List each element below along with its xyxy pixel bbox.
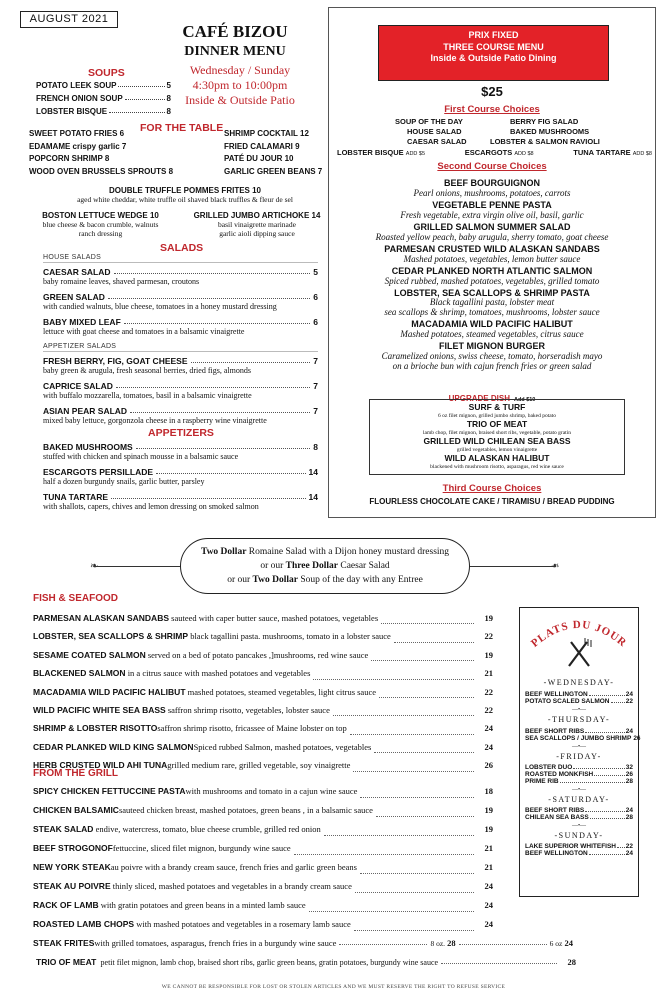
days-text: Wednesday / Sunday bbox=[189, 63, 291, 77]
entree-name: BLACKENED SALMON bbox=[33, 668, 126, 679]
addon-price: ADD $8 bbox=[514, 151, 534, 157]
entree-desc: with mashed potatoes and vegetables in a rosemary lamb sauce bbox=[136, 919, 351, 929]
addon-name: TUNA TARTARE bbox=[573, 148, 631, 157]
entree-desc: with gratin potatoes and green beans in a minted lamb sauce bbox=[100, 900, 306, 910]
soup-price: 5 bbox=[166, 81, 171, 90]
divider-icon: ―•― bbox=[571, 823, 587, 829]
second-course-item bbox=[330, 244, 654, 264]
second-course-item bbox=[330, 266, 654, 286]
first-course-addons bbox=[337, 148, 652, 157]
soup-item bbox=[36, 81, 171, 90]
entree-price: 28 bbox=[567, 957, 576, 967]
entree-price: 24 bbox=[484, 741, 493, 752]
plats-item bbox=[525, 778, 633, 785]
addon-name: ESCARGOTS bbox=[464, 148, 513, 157]
second-course-item bbox=[330, 319, 654, 339]
salad-price: 7 bbox=[313, 406, 318, 416]
entree-desc: in a citrus sauce with mashed potatoes and vegetables bbox=[127, 668, 311, 679]
plats-price: 26 bbox=[625, 771, 633, 778]
appetizer-price: 14 bbox=[308, 492, 318, 502]
table-item: PATÉ DU JOUR 10 bbox=[224, 154, 294, 163]
entree-row bbox=[33, 683, 493, 701]
promo-text: or our bbox=[227, 575, 253, 585]
first-course-heading: First Course Choices bbox=[444, 104, 540, 115]
second-course-desc: sea scallops & shrimp, tomatoes, mushrooms, lobster sauce bbox=[384, 307, 600, 317]
appetizer-name: BAKED MUSHROOMS bbox=[43, 442, 133, 452]
plats-name: BEEF SHORT RIBS bbox=[525, 728, 585, 735]
plats-name: PRIME RIB bbox=[525, 778, 559, 785]
upgrade-list bbox=[370, 403, 624, 471]
entree-row bbox=[33, 896, 493, 915]
entree-price: 21 bbox=[484, 843, 493, 853]
promo-text: Soup of the day with any Entree bbox=[298, 575, 423, 585]
soup-name: POTATO LEEK SOUP bbox=[36, 81, 117, 90]
second-course-name: CEDAR PLANKED NORTH ATLANTIC SALMON bbox=[391, 266, 593, 276]
appetizer-salads-label: APPETIZER SALADS bbox=[43, 343, 318, 352]
entree-row bbox=[33, 627, 493, 645]
banner-rule-right bbox=[467, 566, 555, 567]
first-course-item: SOUP OF THE DAY bbox=[395, 117, 463, 126]
appetizer-desc: with shallots, capers, chives and lemon dressing on smoked salmon bbox=[43, 502, 259, 511]
plats-heading: PLATS DU JOUR bbox=[528, 618, 629, 650]
upgrade-desc: 6 oz filet mignon, grilled jumbo shrimp, baked potato bbox=[438, 412, 556, 419]
truffle-desc: aged white cheddar, white truffle oil shaved black truffles & fleur de sel bbox=[77, 195, 293, 204]
entree-name: SPICY CHICKEN FETTUCCINE PASTA bbox=[33, 786, 186, 796]
ornament-left-icon: ❧ bbox=[90, 561, 99, 572]
prix-banner-line: PRIX FIXED bbox=[468, 30, 519, 40]
entree-price: 24 bbox=[564, 938, 573, 948]
salad-item bbox=[43, 317, 318, 336]
appetizer-desc: stuffed with chicken and spinach mousse in a balsamic sauce bbox=[43, 452, 239, 461]
entree-price: 19 bbox=[484, 613, 493, 623]
promo-line bbox=[181, 573, 469, 587]
promo-line bbox=[181, 559, 469, 573]
plats-item bbox=[525, 764, 633, 771]
entree-row bbox=[33, 701, 493, 719]
grill-heading: FROM THE GRILL bbox=[33, 768, 118, 779]
salad-desc: baby romaine leaves, shaved parmesan, croutons bbox=[43, 277, 200, 286]
salads-heading: SALADS bbox=[160, 242, 204, 254]
second-course-desc: Roasted yellow peach, baby arugula, sherry tomato, goat cheese bbox=[375, 232, 609, 242]
second-course-item bbox=[330, 341, 654, 371]
second-course-name: GRILLED SALMON SUMMER SALAD bbox=[413, 222, 571, 232]
third-course-heading: Third Course Choices bbox=[442, 483, 542, 494]
promo-text: Caesar Salad bbox=[337, 561, 390, 571]
addon-item bbox=[573, 148, 652, 157]
salad-item bbox=[43, 292, 318, 311]
entree-row bbox=[33, 858, 493, 877]
second-course-desc: Spiced rubbed, mashed potatoes, vegetables, grilled tomato bbox=[384, 276, 600, 286]
salad-item bbox=[43, 356, 318, 375]
plats-name: POTATO SCALED SALMON bbox=[525, 698, 610, 705]
plats-price: 24 bbox=[625, 807, 633, 814]
plats-price: 28 bbox=[625, 814, 633, 821]
first-course-item: BAKED MUSHROOMS bbox=[510, 127, 590, 136]
plats-item bbox=[525, 850, 633, 857]
plats-item bbox=[525, 843, 633, 850]
upgrade-desc: blackened with mushroom risotto, asparagus, red wine sauce bbox=[430, 463, 564, 470]
appetizer-name: TUNA TARTARE bbox=[43, 492, 108, 502]
entree-size: 6 oz bbox=[549, 939, 563, 948]
grilled-artichoke bbox=[192, 211, 322, 238]
entree-desc: thinly sliced, mashed potatoes and vegetables in a brandy cream sauce bbox=[112, 881, 352, 891]
entree-price: 24 bbox=[484, 900, 493, 910]
plats-name: BEEF WELLINGTON bbox=[525, 850, 588, 857]
artichoke-name: GRILLED JUMBO ARTICHOKE 14 bbox=[193, 211, 321, 220]
entree-desc: saffron shrimp risotto, fricassee of Maine lobster on top bbox=[157, 723, 347, 734]
prix-price: $25 bbox=[481, 84, 503, 99]
entree-desc: with mushrooms and tomato in a cajun wine sauce bbox=[185, 786, 358, 796]
second-course-item bbox=[330, 178, 654, 198]
salad-desc: mixed baby lettuce, gorgonzola cheese in a raspberry wine vinaigrette bbox=[43, 416, 267, 425]
addon-item bbox=[337, 148, 425, 157]
soups-list bbox=[36, 81, 171, 116]
lettuce-wedge bbox=[28, 211, 173, 238]
salad-item bbox=[43, 267, 318, 286]
second-course-desc: Caramelized onions, swiss cheese, tomato, horseradish mayo bbox=[381, 351, 603, 361]
entree-row bbox=[33, 664, 493, 682]
table-item: EDAMAME crispy garlic 7 bbox=[29, 141, 127, 151]
salad-price: 5 bbox=[313, 267, 318, 277]
promo-text: Romaine Salad with a Dijon honey mustard dressing bbox=[246, 547, 450, 557]
entree-price: 24 bbox=[484, 881, 493, 891]
fish-heading: FISH & SEAFOOD bbox=[33, 593, 119, 604]
entree-desc: black tagallini pasta. mushrooms, tomato in a lobster sauce bbox=[190, 631, 391, 642]
salad-item bbox=[43, 381, 318, 400]
promo-banner bbox=[180, 538, 470, 594]
table-item: POPCORN SHRIMP 8 bbox=[29, 154, 110, 163]
plats-name: BEEF SHORT RIBS bbox=[525, 807, 585, 814]
hours-block bbox=[180, 63, 300, 108]
promo-line bbox=[181, 545, 469, 559]
fork-knife-icon bbox=[563, 636, 595, 670]
second-course-desc: on a brioche bun with cajun french fries or green salad bbox=[392, 361, 592, 371]
upgrade-name: TRIO OF MEAT bbox=[466, 419, 528, 429]
footer-disclaimer: WE CANNOT BE RESPONSIBLE FOR LOST OR STOLEN ARTICLES AND WE MUST RESERVE THE RIGHT TO REFUSE SERVICE bbox=[161, 984, 506, 990]
salad-name: FRESH BERRY, FIG, GOAT CHEESE bbox=[43, 356, 188, 366]
entree-name: NEW YORK STEAK bbox=[33, 862, 111, 872]
salad-name: ASIAN PEAR SALAD bbox=[43, 406, 128, 416]
appetizer-item bbox=[43, 467, 318, 486]
second-course-name: FILET MIGNON BURGER bbox=[439, 341, 545, 351]
entree-desc: Spiced rubbed Salmon, mashed potatoes, vegetables bbox=[193, 741, 372, 752]
plats-day: -SATURDAY- bbox=[548, 795, 610, 804]
upgrade-name: SURF & TURF bbox=[468, 402, 526, 412]
entree-desc: saffron shrimp risotto, vegetables, lobster sauce bbox=[167, 705, 330, 716]
entree-desc: petit filet mignon, lamb chop, braised short ribs, garlic green beans, gratin potatoes, burgundy wine sauce bbox=[100, 958, 439, 967]
second-course-desc: Fresh vegetable, extra virgin olive oil, basil, garlic bbox=[400, 210, 584, 220]
promo-emph: Two Dollar bbox=[200, 547, 247, 557]
entree-price: 18 bbox=[484, 786, 493, 796]
entree-name: STEAK SALAD bbox=[33, 824, 94, 834]
for-table-heading: FOR THE TABLE bbox=[140, 122, 224, 134]
entree-name: PARMESAN ALASKAN SANDABS bbox=[33, 613, 170, 623]
entree-desc: sauteed with caper butter sauce, mashed potatoes, vegetables bbox=[171, 613, 379, 623]
second-course-name: MACADAMIA WILD PACIFIC HALIBUT bbox=[411, 319, 573, 329]
wedge-desc: blue cheese & bacon crumble, walnuts bbox=[42, 220, 159, 229]
appetizer-item bbox=[43, 492, 318, 511]
restaurant-title: CAFÉ BIZOU bbox=[182, 22, 288, 41]
plats-day: -FRIDAY- bbox=[556, 752, 602, 761]
entree-price: 19 bbox=[484, 824, 493, 834]
second-course-name: VEGETABLE PENNE PASTA bbox=[432, 200, 552, 210]
soup-price: 8 bbox=[166, 107, 171, 116]
second-course-name: PARMESAN CRUSTED WILD ALASKAN SANDABS bbox=[384, 244, 600, 254]
plats-day: -WEDNESDAY- bbox=[543, 678, 615, 687]
second-course-desc: Mashed potatoes, vegetables, lemon butter sauce bbox=[403, 254, 581, 264]
entree-desc: mashed potatoes, steamed vegetables, light citrus sauce bbox=[187, 686, 376, 697]
plats-item bbox=[525, 691, 633, 698]
plats-price: 32 bbox=[625, 764, 633, 771]
appetizers-block bbox=[43, 442, 318, 511]
entree-row bbox=[33, 877, 493, 896]
table-item: FRIED CALAMARI 9 bbox=[224, 141, 300, 151]
salad-price: 6 bbox=[313, 292, 318, 302]
second-course-name: BEEF BOURGUIGNON bbox=[443, 178, 540, 188]
salad-desc: with buffalo mozzarella, tomatoes, basil in a balsamic vinaigrette bbox=[43, 391, 252, 400]
entree-name: ROASTED LAMB CHOPS bbox=[33, 919, 135, 929]
plats-item bbox=[525, 807, 633, 814]
salad-name: CAPRICE SALAD bbox=[43, 381, 113, 391]
entree-row bbox=[33, 801, 493, 820]
appetizer-item bbox=[43, 442, 318, 461]
addon-price: ADD $5 bbox=[405, 151, 426, 157]
entree-desc: au poivre with a brandy cream sauce, french fries and garlic green beans bbox=[110, 862, 357, 872]
entree-name: WILD PACIFIC WHITE SEA BASS bbox=[33, 705, 166, 716]
table-item: SHRIMP COCKTAIL 12 bbox=[224, 129, 309, 138]
entree-desc: endive, watercress, tomato, blue cheese crumble, grilled red onion bbox=[95, 824, 321, 834]
addon-name: LOBSTER BISQUE bbox=[337, 148, 404, 157]
entree-row bbox=[33, 719, 493, 737]
salad-name: GREEN SALAD bbox=[43, 292, 105, 302]
second-course-list bbox=[330, 178, 654, 371]
second-course-item bbox=[330, 288, 654, 317]
plats-item bbox=[525, 728, 633, 735]
entree-price: 19 bbox=[484, 805, 493, 815]
for-table-left bbox=[29, 128, 173, 178]
addon-item bbox=[465, 148, 534, 157]
plats-item bbox=[525, 814, 633, 821]
menu-title: DINNER MENU bbox=[184, 44, 286, 59]
promo-emph: Two Dollar bbox=[252, 575, 298, 585]
entree-price: 26 bbox=[484, 760, 493, 771]
soup-price: 8 bbox=[166, 94, 171, 103]
plats-item bbox=[525, 771, 633, 778]
upgrade-label: UPGRADE DISH bbox=[448, 394, 510, 403]
entree-row bbox=[33, 646, 493, 664]
entree-desc: served on a bed of potato pancakes ,]mushrooms, red wine sauce bbox=[147, 649, 369, 660]
plats-price: 26 bbox=[633, 735, 641, 742]
appetizer-name: ESCARGOTS PERSILLADE bbox=[43, 467, 154, 477]
plats-list bbox=[525, 678, 641, 857]
entree-price: 22 bbox=[484, 705, 493, 716]
for-table-right bbox=[224, 128, 322, 178]
wedge-desc: ranch dressing bbox=[78, 229, 123, 238]
truffle-name: DOUBLE TRUFFLE POMMES FRITES 10 bbox=[108, 186, 261, 195]
table-item: GARLIC GREEN BEANS 7 bbox=[224, 166, 323, 176]
entree-name: BEEF STROGONOF bbox=[33, 843, 113, 853]
seating-text: Inside & Outside Patio bbox=[185, 93, 295, 107]
entree-name: STEAK FRITES bbox=[33, 938, 95, 948]
truffle-fries bbox=[60, 186, 310, 204]
first-course-item: CAESAR SALAD bbox=[407, 137, 467, 146]
appetizer-price: 14 bbox=[308, 467, 318, 477]
plats-name: CHILEAN SEA BASS bbox=[525, 814, 589, 821]
plats-price: 22 bbox=[625, 698, 633, 705]
fish-list bbox=[33, 609, 493, 775]
plats-price: 24 bbox=[625, 850, 633, 857]
ornament-right-icon: ❧ bbox=[551, 561, 560, 572]
artichoke-desc: garlic aioli dipping sauce bbox=[219, 229, 295, 238]
appetizer-desc: half a dozen burgundy snails, garlic butter, parsley bbox=[43, 477, 205, 486]
entree-price: 24 bbox=[484, 919, 493, 929]
plats-day: -THURSDAY- bbox=[547, 715, 611, 724]
divider-icon: ―•― bbox=[571, 707, 587, 713]
soup-item bbox=[36, 94, 171, 103]
second-course-desc: Pearl onions, mushrooms, potatoes, carrots bbox=[413, 188, 571, 198]
entree-row bbox=[33, 915, 493, 934]
soup-name: LOBSTER BISQUE bbox=[36, 107, 108, 116]
second-course-item bbox=[330, 222, 654, 242]
second-course-desc: Black tagallini pasta, lobster meat bbox=[429, 297, 555, 307]
upgrade-name: GRILLED WILD CHILEAN SEA BASS bbox=[423, 436, 571, 446]
plats-name: BEEF WELLINGTON bbox=[525, 691, 588, 698]
salad-desc: baby green & arugula, fresh seasonal berries, dried figs, almonds bbox=[43, 366, 251, 375]
entree-name: TRIO OF MEAT bbox=[36, 957, 97, 967]
entree-price: 19 bbox=[484, 649, 493, 660]
entree-name: HERB CRUSTED WILD AHI TUNA bbox=[33, 760, 168, 771]
entree-price: 22 bbox=[484, 631, 493, 642]
second-course-name: LOBSTER, SEA SCALLOPS & SHRIMP PASTA bbox=[394, 288, 590, 298]
soup-name: FRENCH ONION SOUP bbox=[36, 94, 123, 103]
appetizer-price: 8 bbox=[313, 442, 318, 452]
entree-name: CHICKEN BALSAMIC bbox=[33, 805, 119, 815]
promo-text: or our bbox=[260, 561, 286, 571]
first-course-item: BERRY FIG SALAD bbox=[510, 117, 579, 126]
salad-item bbox=[43, 406, 318, 425]
prix-banner-line: Inside & Outside Patio Dining bbox=[430, 53, 557, 63]
entree-name: RACK OF LAMB bbox=[33, 900, 99, 910]
entree-price: 24 bbox=[484, 723, 493, 734]
salad-price: 7 bbox=[313, 381, 318, 391]
hours-text: 4:30pm to 10:00pm bbox=[192, 78, 288, 92]
entree-name: LOBSTER, SEA SCALLOPS & SHRIMP bbox=[33, 631, 189, 642]
entree-name: SESAME COATED SALMON bbox=[33, 649, 146, 660]
salad-desc: lettuce with goat cheese and tomatoes in a balsamic vinaigrette bbox=[43, 327, 245, 336]
entree-size: 8 oz. bbox=[430, 939, 446, 948]
wedge-name: BOSTON LETTUCE WEDGE 10 bbox=[42, 211, 159, 220]
first-course-grid bbox=[395, 117, 645, 146]
prix-fixe-banner bbox=[378, 25, 609, 81]
steak-frites-row bbox=[33, 938, 573, 948]
salad-desc: with candied walnuts, blue cheese, tomatoes in a honey mustard dressing bbox=[43, 302, 277, 311]
entree-name: SHRIMP & LOBSTER RISOTTO bbox=[33, 723, 158, 734]
entree-row bbox=[33, 839, 493, 858]
entree-name: MACADAMIA WILD PACIFIC HALIBUT bbox=[33, 686, 186, 697]
divider-icon: ―•― bbox=[571, 744, 587, 750]
entree-desc: with grilled tomatoes, asparagus, french fries in a burgundy wine sauce bbox=[94, 938, 337, 948]
plats-day: -SUNDAY- bbox=[554, 831, 604, 840]
plats-price: 28 bbox=[625, 778, 633, 785]
plats-item bbox=[525, 735, 641, 742]
entree-row bbox=[33, 609, 493, 627]
entree-row bbox=[33, 738, 493, 756]
plats-name: ROASTED MONKFISH bbox=[525, 771, 594, 778]
entree-desc: grilled medium rare, grilled vegetable, soy vinaigrette bbox=[167, 760, 351, 771]
trio-row bbox=[36, 957, 576, 967]
divider-icon: ―•― bbox=[571, 787, 587, 793]
plats-name: LOBSTER DUO bbox=[525, 764, 573, 771]
entree-desc: sauteed chicken breast, mashed potatoes, green beans , in a balsamic sauce bbox=[118, 805, 373, 815]
plats-price: 24 bbox=[625, 728, 633, 735]
entree-price: 22 bbox=[484, 686, 493, 697]
banner-rule-left bbox=[95, 566, 183, 567]
table-item: SWEET POTATO FRIES 6 bbox=[29, 129, 125, 138]
upgrade-name: WILD ALASKAN HALIBUT bbox=[444, 453, 550, 463]
entree-price: 28 bbox=[447, 938, 456, 948]
soups-heading: SOUPS bbox=[88, 67, 125, 79]
table-item: WOOD OVEN BRUSSELS SPROUTS 8 bbox=[29, 166, 174, 176]
addon-price: ADD $8 bbox=[632, 151, 652, 157]
first-course-item: HOUSE SALAD bbox=[407, 127, 462, 136]
entree-name: CEDAR PLANKED WILD KING SALMON bbox=[33, 741, 194, 752]
appetizers-heading: APPETIZERS bbox=[148, 427, 214, 439]
entree-row bbox=[33, 820, 493, 839]
upgrade-add: Add $10 bbox=[513, 397, 536, 403]
entree-name: STEAK AU POIVRE bbox=[33, 881, 111, 891]
salad-name: BABY MIXED LEAF bbox=[43, 317, 121, 327]
second-course-heading: Second Course Choices bbox=[437, 161, 547, 172]
first-course-item: LOBSTER & SALMON RAVIOLI bbox=[490, 137, 600, 146]
soup-item bbox=[36, 107, 171, 116]
prix-banner-line: THREE COURSE MENU bbox=[443, 41, 544, 52]
salad-price: 6 bbox=[313, 317, 318, 327]
upgrade-desc: grilled vegetables, lemon vinaigrette bbox=[456, 446, 538, 453]
grill-list bbox=[33, 782, 493, 934]
plats-name: LAKE SUPERIOR WHITEFISH bbox=[525, 843, 617, 850]
promo-emph: Three Dollar bbox=[285, 561, 338, 571]
plats-price: 24 bbox=[625, 691, 633, 698]
upgrade-desc: lamb chop, filet mignon, braised short ribs, vegetable, potato gratin bbox=[422, 429, 571, 436]
plats-item bbox=[525, 698, 633, 705]
second-course-desc: Mashed potatoes, steamed vegetables, citrus sauce bbox=[400, 329, 584, 339]
salads-block bbox=[43, 254, 318, 425]
plats-name: SEA SCALLOPS / JUMBO SHRIMP bbox=[525, 735, 632, 742]
second-course-item bbox=[330, 200, 654, 220]
house-salads-label: HOUSE SALADS bbox=[43, 254, 318, 263]
third-course-items: FLOURLESS CHOCOLATE CAKE / TIRAMISU / BREAD PUDDING bbox=[369, 497, 615, 506]
artichoke-desc: basil vinaigrette marinade bbox=[218, 220, 296, 229]
month-label: AUGUST 2021 bbox=[20, 11, 118, 28]
entree-row bbox=[33, 782, 493, 801]
entree-price: 21 bbox=[484, 862, 493, 872]
salad-name: CAESAR SALAD bbox=[43, 267, 111, 277]
salad-price: 7 bbox=[313, 356, 318, 366]
entree-desc: fettuccine, sliced filet mignon, burgundy wine sauce bbox=[112, 843, 291, 853]
entree-price: 21 bbox=[484, 668, 493, 679]
plats-price: 22 bbox=[625, 843, 633, 850]
